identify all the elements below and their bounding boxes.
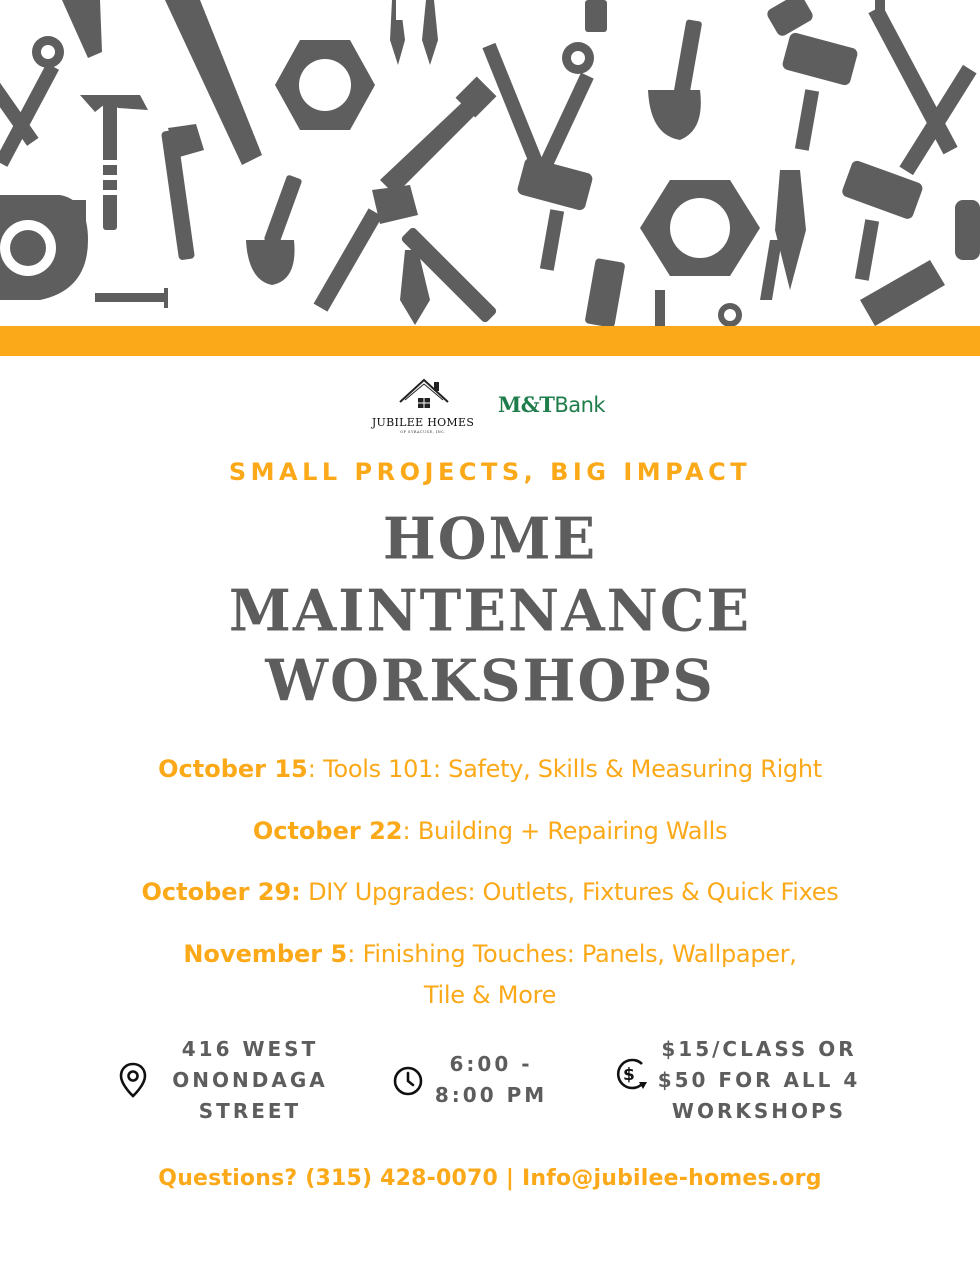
schedule-item bbox=[0, 878, 980, 906]
house-icon bbox=[396, 376, 452, 416]
schedule-description: Tools 101: Safety, Skills & Measuring Right bbox=[315, 755, 822, 783]
jubilee-homes-logo bbox=[368, 376, 478, 432]
contact-info: Questions? (315) 428-0070 | Info@jubilee-homes.org bbox=[158, 1166, 822, 1191]
mt-bank-logo bbox=[498, 392, 605, 417]
hex-nut-icon bbox=[275, 40, 375, 130]
location-text bbox=[160, 1034, 340, 1127]
dollar-cycle-icon bbox=[612, 1056, 652, 1092]
mt-bank-word: Bank bbox=[554, 393, 606, 417]
schedule-description-continued bbox=[0, 981, 980, 1009]
time-line-1: 6:00 - bbox=[449, 1052, 533, 1076]
hammer-icon bbox=[80, 95, 148, 230]
wrench-icon bbox=[0, 36, 64, 167]
price-line-2: $50 FOR ALL 4 bbox=[657, 1068, 861, 1092]
schedule-description-line-2: Tile & More bbox=[423, 981, 557, 1009]
schedule-item bbox=[0, 817, 980, 845]
sponsor-logos bbox=[0, 372, 980, 432]
tagline: SMALL PROJECTS, BIG IMPACT bbox=[228, 458, 752, 486]
schedule-date: October 15 bbox=[158, 755, 308, 783]
hand-saw-icon bbox=[62, 0, 262, 165]
jubilee-homes-subtitle: OF SYRACUSE, INC. bbox=[400, 430, 446, 434]
headline-line-2: MAINTENANCE bbox=[228, 577, 752, 645]
location-line-1: 416 WEST bbox=[181, 1037, 319, 1061]
schedule-separator: : bbox=[402, 817, 411, 845]
pipe-wrench-icon bbox=[161, 124, 204, 260]
schedule-separator: : bbox=[307, 755, 316, 783]
tape-measure-icon bbox=[0, 195, 168, 308]
price-text bbox=[648, 1034, 870, 1127]
screw-icon bbox=[380, 76, 497, 195]
schedule-date: November 5 bbox=[183, 940, 348, 968]
headline-line-1: HOME bbox=[382, 505, 598, 573]
headline-line-3: WORKSHOPS bbox=[265, 647, 715, 715]
tools-banner bbox=[0, 0, 980, 326]
schedule-description: DIY Upgrades: Outlets, Fixtures & Quick Fixes bbox=[300, 878, 839, 906]
location-line-3: STREET bbox=[198, 1099, 302, 1123]
schedule-description: Building + Repairing Walls bbox=[410, 817, 728, 845]
time-text bbox=[426, 1049, 556, 1111]
schedule-separator: : bbox=[347, 940, 356, 968]
schedule-date: October 29: bbox=[141, 878, 301, 906]
jubilee-homes-name: JUBILEE HOMES bbox=[371, 416, 475, 429]
schedule-item bbox=[0, 940, 980, 968]
schedule-item bbox=[0, 755, 980, 783]
schedule-date: October 22 bbox=[252, 817, 403, 845]
svg-text:$: $ bbox=[623, 1065, 635, 1085]
price-line-1: $15/CLASS OR bbox=[661, 1037, 857, 1061]
time-line-2: 8:00 PM bbox=[434, 1083, 548, 1107]
price-line-3: WORKSHOPS bbox=[671, 1099, 847, 1123]
mt-bank-mark: M&T bbox=[498, 392, 555, 417]
map-pin-icon bbox=[118, 1062, 148, 1098]
clock-icon bbox=[392, 1065, 424, 1097]
location-line-2: ONONDAGA bbox=[172, 1068, 328, 1092]
pliers-icon bbox=[390, 0, 438, 65]
accent-bar bbox=[0, 326, 980, 356]
schedule-description: Finishing Touches: Panels, Wallpaper, bbox=[355, 940, 797, 968]
